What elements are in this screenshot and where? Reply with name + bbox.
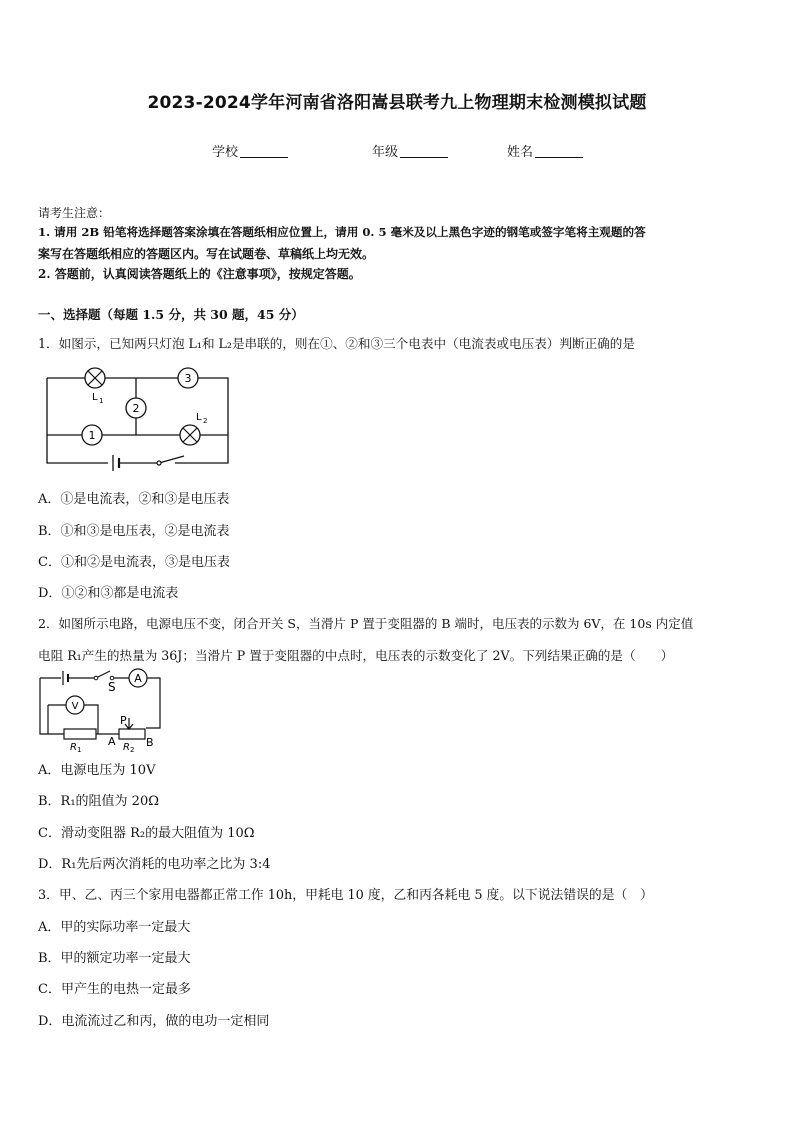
name-label: 姓名 — [507, 145, 534, 160]
meter-1-icon — [82, 425, 102, 445]
resistor-r1-icon — [64, 729, 96, 739]
lamp-l2-icon — [180, 425, 200, 445]
q1-stem: 1．如图示，已知两只灯泡 L₁和 L₂是串联的，则在①、②和③三个电表中（电流表或电压表）判断正确的是 — [38, 336, 635, 351]
q3-option-a[interactable]: A．甲的实际功率一定最大 — [38, 920, 191, 935]
section-heading: 一、选择题（每题 1.5 分，共 30 题，45 分） — [38, 307, 304, 322]
lamp-l1-icon — [85, 368, 105, 388]
switch-label: S — [108, 680, 116, 694]
meter-2-label: 2 — [132, 402, 140, 415]
q3-stem: 3．甲、乙、丙三个家用电器都正常工作 10h，甲耗电 10 度，乙和丙各耗电 5 度。以下说法错误的是（ ） — [38, 888, 653, 903]
q2-stem-line-1: 2．如图所示电路，电源电压不变，闭合开关 S，当滑片 P 置于变阻器的 B 端时，电压表的示数为 6V，在 10s 内定值 — [38, 616, 694, 631]
q2-stem-line-2: 电阻 R₁产生的热量为 36J；当滑片 P 置于变阻器的中点时，电压表的示数变化了 2V。下列结果正确的是（ ） — [38, 648, 674, 663]
l1-subscript: 1 — [99, 397, 104, 405]
r2-subscript: 2 — [130, 746, 135, 754]
r2-label: R — [123, 742, 130, 753]
r1-label: R — [70, 742, 77, 753]
q2-option-b[interactable]: B．R₁的阻值为 20Ω — [38, 794, 160, 809]
school-field[interactable] — [212, 141, 288, 160]
l2-subscript: 2 — [203, 417, 208, 425]
meter-3-icon — [178, 368, 198, 388]
meter-2-icon — [126, 398, 146, 418]
q2-option-d[interactable]: D．R₁先后两次消耗的电功率之比为 3:4 — [38, 857, 271, 872]
grade-label: 年级 — [372, 145, 399, 160]
slider-p-label: P — [120, 714, 127, 727]
terminal-a-label: A — [108, 735, 116, 748]
voltmeter-icon — [66, 696, 84, 714]
terminal-b-label: B — [146, 736, 154, 749]
rheostat-r2-icon — [119, 729, 145, 739]
q1-option-c[interactable]: C．①和②是电流表，③是电压表 — [38, 555, 230, 570]
r1-subscript: 1 — [77, 746, 82, 754]
q1-option-b[interactable]: B．①和③是电压表，②是电流表 — [38, 524, 230, 539]
notice-heading: 请考生注意： — [38, 206, 111, 220]
grade-field[interactable] — [372, 141, 448, 160]
school-label: 学校 — [212, 145, 239, 160]
q3-option-d[interactable]: D．电流流过乙和丙，做的电功一定相同 — [38, 1014, 270, 1029]
l2-label: L — [196, 412, 202, 423]
notice-line-1b: 案写在答题纸相应的答题区内。写在试题卷、草稿纸上均无效。 — [38, 247, 375, 261]
q2-circuit-diagram — [36, 668, 164, 754]
page-title: 2023-2024学年河南省洛阳嵩县联考九上物理期末检测模拟试题 — [147, 93, 647, 113]
q1-option-a[interactable]: A．①是电流表，②和③是电压表 — [38, 492, 230, 507]
notice-line-1: 1. 请用 2B 铅笔将选择题答案涂填在答题纸相应位置上，请用 0. 5 毫米及以上黑色字迹的钢笔或签字笔将主观题的答 — [38, 225, 646, 239]
meter-1-label: 1 — [88, 429, 96, 442]
meter-3-label: 3 — [184, 372, 192, 385]
ammeter-icon — [129, 669, 147, 687]
ammeter-label: A — [134, 672, 142, 685]
q2-option-a[interactable]: A．电源电压为 10V — [38, 763, 156, 778]
notice-line-2: 2. 答题前，认真阅读答题纸上的《注意事项》，按规定答题。 — [38, 267, 361, 281]
l1-label: L — [92, 392, 98, 403]
name-blank[interactable] — [535, 145, 583, 158]
name-field[interactable] — [507, 141, 583, 160]
q3-option-b[interactable]: B．甲的额定功率一定最大 — [38, 951, 191, 966]
voltmeter-label: V — [71, 701, 79, 712]
q1-circuit-diagram — [44, 364, 236, 472]
q3-option-c[interactable]: C．甲产生的电热一定最多 — [38, 982, 191, 997]
q2-option-c[interactable]: C．滑动变阻器 R₂的最大阻值为 10Ω — [38, 826, 255, 841]
school-blank[interactable] — [240, 145, 288, 158]
grade-blank[interactable] — [400, 145, 448, 158]
q1-option-d[interactable]: D．①②和③都是电流表 — [38, 586, 179, 601]
